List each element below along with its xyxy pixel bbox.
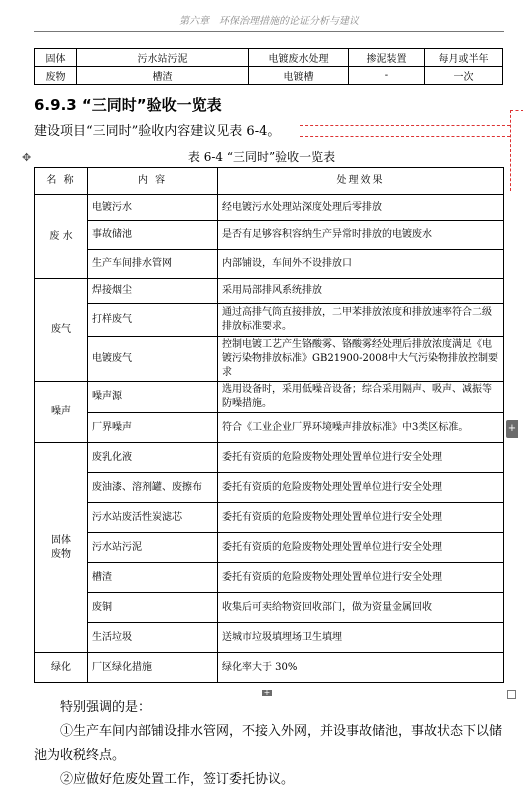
table-row bbox=[35, 623, 504, 653]
effect-cell: 通过高排气筒直接排放，二甲苯排放浓度和排放速率符合二级排放标准要求。 bbox=[218, 304, 504, 337]
content-cell: 打样废气 bbox=[88, 304, 218, 337]
note-item: ①生产车间内部铺设排水管网，不接入外网，并设事故储池，事故状态下以储池为收税终点。 bbox=[34, 724, 503, 763]
top-cell: 固体 bbox=[35, 49, 77, 67]
table-row bbox=[35, 533, 504, 563]
header-content: 内 容 bbox=[88, 168, 218, 195]
table-row bbox=[35, 443, 504, 473]
table-body bbox=[35, 195, 504, 683]
top-table-row bbox=[35, 67, 503, 85]
table-header-row bbox=[35, 168, 504, 195]
top-table bbox=[34, 48, 503, 85]
table-row bbox=[35, 653, 504, 683]
top-cell: - bbox=[349, 67, 425, 85]
table-row bbox=[35, 304, 504, 337]
table-move-handle-icon[interactable]: ✥ bbox=[22, 151, 32, 164]
table-add-row-handle[interactable]: + bbox=[263, 688, 271, 697]
category-cell: 噪声 bbox=[35, 382, 88, 443]
effect-cell: 控制电镀工艺产生铬酸雾、铬酸雾经处理后排放浓度满足《电镀污染物排放标准》GB21900-2008中大气污染物排放控制要求 bbox=[218, 337, 504, 382]
content-cell: 电镀废气 bbox=[88, 337, 218, 382]
top-cell: 一次 bbox=[425, 67, 503, 85]
content-cell: 废乳化液 bbox=[88, 443, 218, 473]
top-cell: 污水站污泥 bbox=[77, 49, 249, 67]
table-row bbox=[35, 279, 504, 304]
notes-lead bbox=[34, 696, 504, 720]
table-row bbox=[35, 413, 504, 443]
effect-cell: 委托有资质的危险废物处理处置单位进行安全处理 bbox=[218, 443, 504, 473]
table-row bbox=[35, 195, 504, 221]
content-cell: 生产车间排水管网 bbox=[88, 250, 218, 279]
content-cell: 槽渣 bbox=[88, 563, 218, 593]
note-item: ②应做好危废处置工作，签订委托协议。 bbox=[60, 772, 295, 787]
acceptance-table bbox=[34, 167, 504, 683]
effect-cell: 委托有资质的危险废物处理处置单位进行安全处理 bbox=[218, 473, 504, 503]
top-cell: 每月或半年 bbox=[425, 49, 503, 67]
content-cell: 废铜 bbox=[88, 593, 218, 623]
category-cell: 废 水 bbox=[35, 195, 88, 279]
effect-cell: 委托有资质的危险废物处理处置单位进行安全处理 bbox=[218, 563, 504, 593]
effect-cell: 内部铺设，车间外不设排放口 bbox=[218, 250, 504, 279]
top-cell: 槽渣 bbox=[77, 67, 249, 85]
notes-lead-text: 特别强调的是： bbox=[60, 700, 152, 715]
content-cell: 电镀污水 bbox=[88, 195, 218, 221]
table-row bbox=[35, 250, 504, 279]
header-name: 名 称 bbox=[35, 168, 88, 195]
track-change-line bbox=[300, 125, 510, 126]
effect-cell: 送城市垃圾填埋场卫生填埋 bbox=[218, 623, 504, 653]
header-effect: 处理效果 bbox=[218, 168, 504, 195]
table-row bbox=[35, 563, 504, 593]
effect-cell: 绿化率大于 30% bbox=[218, 653, 504, 683]
effect-cell: 经电镀污水处理站深度处理后零排放 bbox=[218, 195, 504, 221]
track-change-line bbox=[300, 136, 510, 137]
effect-cell: 选用设备时，采用低噪音设备；综合采用隔声、吸声、减振等防噪措施。 bbox=[218, 382, 504, 413]
table-row bbox=[35, 593, 504, 623]
table-caption: 表 6-4 “三同时”验收一览表 bbox=[187, 150, 336, 164]
effect-cell: 委托有资质的危险废物处理处置单位进行安全处理 bbox=[218, 533, 504, 563]
table-row bbox=[35, 503, 504, 533]
side-expand-tab[interactable]: + bbox=[506, 420, 518, 438]
chapter-title: 第六章 环保治理措施的论证分析与建议 bbox=[179, 16, 359, 27]
category-cell: 绿化 bbox=[35, 653, 88, 683]
top-cell: 电镀废水处理 bbox=[249, 49, 349, 67]
page-header bbox=[34, 12, 504, 32]
top-cell: 废物 bbox=[35, 67, 77, 85]
content-cell: 污水站废活性炭滤芯 bbox=[88, 503, 218, 533]
top-cell: 电镀槽 bbox=[249, 67, 349, 85]
content-cell: 污水站污泥 bbox=[88, 533, 218, 563]
content-cell: 事故储池 bbox=[88, 221, 218, 250]
effect-cell: 委托有资质的危险废物处理处置单位进行安全处理 bbox=[218, 503, 504, 533]
section-heading: 6.9.3 “三同时”验收一览表 bbox=[34, 96, 222, 114]
content-cell: 噪声源 bbox=[88, 382, 218, 413]
content-cell: 厂界噪声 bbox=[88, 413, 218, 443]
content-cell: 焊接烟尘 bbox=[88, 279, 218, 304]
table-row bbox=[35, 221, 504, 250]
top-table-row bbox=[35, 49, 503, 67]
effect-cell: 采用局部排风系统排放 bbox=[218, 279, 504, 304]
content-cell: 厂区绿化措施 bbox=[88, 653, 218, 683]
effect-cell: 是否有足够容积容纳生产异常时排放的电镀废水 bbox=[218, 221, 504, 250]
table-row bbox=[35, 337, 504, 382]
table-row bbox=[35, 473, 504, 503]
category-cell: 废气 bbox=[35, 279, 88, 382]
content-cell: 废油漆、溶剂罐、废擦布 bbox=[88, 473, 218, 503]
intro-paragraph: 建设项目“三同时”验收内容建议见表 6-4。 bbox=[34, 124, 281, 139]
table-row bbox=[35, 382, 504, 413]
content-cell: 生活垃圾 bbox=[88, 623, 218, 653]
category-cell: 固体 废物 bbox=[35, 443, 88, 653]
table-resize-handle[interactable] bbox=[507, 690, 516, 699]
top-cell: 掺泥装置 bbox=[349, 49, 425, 67]
effect-cell: 收集后可卖给物资回收部门，做为资量金属回收 bbox=[218, 593, 504, 623]
effect-cell: 符合《工业企业厂界环境噪声排放标准》中3类区标准。 bbox=[218, 413, 504, 443]
